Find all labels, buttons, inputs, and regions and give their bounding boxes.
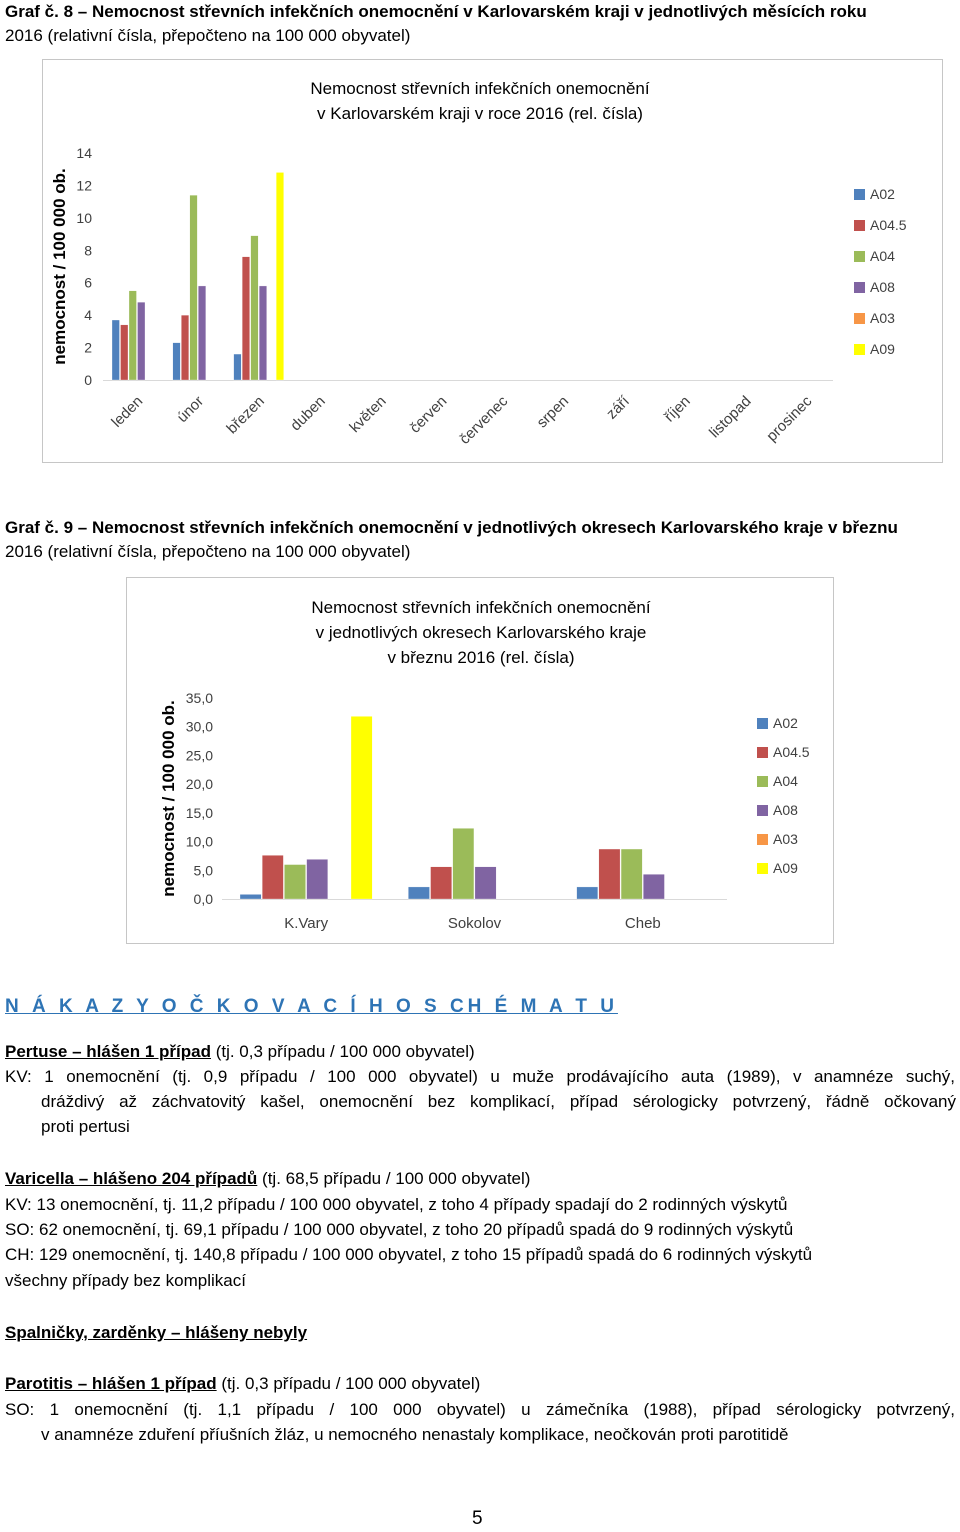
- bar-nor-a04-5: [181, 315, 189, 380]
- bar-nor-a02: [173, 343, 181, 380]
- bar-nor-a04: [190, 195, 198, 380]
- legend-swatch-a08: [854, 282, 865, 293]
- bar-leden-a04: [129, 291, 137, 380]
- legend-swatch-a04-5: [757, 747, 768, 758]
- y-tick-label-2: 4: [84, 307, 92, 324]
- legend-swatch-a03: [854, 313, 865, 324]
- chart-districts-box: [126, 577, 834, 944]
- x-tick-label-ervenec: červenec: [456, 392, 512, 448]
- legend-swatch-a04-5: [854, 220, 865, 231]
- legend-swatch-a09: [854, 344, 865, 355]
- y-tick-label-5: 25,0: [185, 747, 213, 764]
- x-tick-label-z: září: [603, 392, 633, 423]
- varicella-kv: KV: 13 onemocnění, tj. 11,2 případu / 100 000 obyvatel, z toho 4 případy spadají do 2 rodinných výskytů: [5, 1195, 788, 1214]
- legend-label-a04: A04: [773, 773, 798, 789]
- bar-cheb-a04-5: [599, 849, 620, 899]
- y-tick-label-7: 14: [76, 145, 92, 161]
- varicella-note: všechny případy bez komplikací: [5, 1271, 246, 1290]
- chart-monthly: [43, 60, 944, 464]
- legend-label-a08: A08: [870, 279, 895, 295]
- bar-cheb-a02: [577, 887, 598, 899]
- y-tick-label-2: 10,0: [185, 833, 213, 850]
- x-tick-label-kv-ten: květen: [346, 392, 390, 437]
- x-tick-label-k-vary: K.Vary: [284, 915, 329, 932]
- bar-b-ezen-a02: [234, 354, 242, 380]
- y-tick-label-6: 30,0: [185, 718, 213, 735]
- varicella-rate: (tj. 68,5 případu / 100 000 obyvatel): [262, 1169, 531, 1188]
- y-tick-label-3: 15,0: [185, 804, 213, 821]
- spalnicky-heading: [5, 1320, 307, 1345]
- legend-label-a09: A09: [773, 860, 798, 876]
- pertuse-kv-line3: proti pertusi: [41, 1117, 130, 1136]
- x-tick-label-cheb: Cheb: [624, 915, 661, 932]
- varicella-so: SO: 62 onemocnění, tj. 69,1 případu / 100 000 obyvatel, z toho 20 případů spadá do 9 rodinných výskytů: [5, 1220, 794, 1239]
- legend-label-a04: A04: [870, 248, 895, 264]
- chart-title-line-2: v Karlovarském kraji v roce 2016 (rel. čísla): [317, 104, 643, 123]
- graf8-dash: –: [77, 2, 88, 21]
- graf9-heading-text: Nemocnost střevních infekčních onemocnění v jednotlivých okresech Karlovarského kraje v březnu: [91, 518, 898, 537]
- bar-b-ezen-a09: [276, 172, 284, 380]
- page-number: 5: [472, 1508, 483, 1529]
- y-tick-label-1: 5,0: [193, 862, 213, 879]
- spalnicky-title: Spalničky, zarděnky – hlášeny nebyly: [5, 1323, 308, 1342]
- legend-swatch-a04: [757, 776, 768, 787]
- parotitis-so-line2: v anamnéze zduření příušních žláz, u nemocného nenastaly komplikace, neočkován proti parotitidě: [41, 1425, 789, 1444]
- x-tick-label-prosinec: prosinec: [763, 392, 816, 445]
- legend-label-a09: A09: [870, 341, 895, 357]
- x-tick-label-duben: duben: [287, 392, 329, 435]
- legend-swatch-a09: [757, 863, 768, 874]
- bar-k-vary-a04: [284, 865, 305, 899]
- chart-title-line-2: v jednotlivých okresech Karlovarského kraje: [315, 623, 647, 642]
- bar-sokolov-a08: [475, 867, 496, 899]
- y-tick-label-0: 0,0: [193, 891, 213, 907]
- legend-label-a04-5: A04.5: [773, 744, 810, 760]
- y-tick-label-4: 20,0: [185, 776, 213, 793]
- x-tick-label-listopad: listopad: [705, 392, 755, 442]
- y-tick-label-6: 12: [76, 177, 92, 194]
- bar-b-ezen-a08: [259, 286, 267, 380]
- y-tick-label-7: 35,0: [185, 690, 213, 706]
- graf8-label: Graf č. 8: [5, 2, 74, 21]
- bar-cheb-a04: [621, 849, 642, 899]
- bar-b-ezen-a04: [251, 236, 259, 380]
- legend-label-a04-5: A04.5: [870, 217, 907, 233]
- y-axis-title: nemocnost / 100 000 ob.: [50, 168, 69, 365]
- graf8-heading-text: Nemocnost střevních infekčních onemocnění v Karlovarském kraji v jednotlivých měsících roku: [91, 2, 867, 21]
- x-tick-label-erven: červen: [406, 392, 451, 437]
- y-tick-label-4: 8: [84, 242, 92, 259]
- varicella-title: Varicella – hlášeno 204 případů: [5, 1169, 258, 1188]
- legend-label-a03: A03: [773, 831, 798, 847]
- parotitis-title: Parotitis – hlášen 1 případ: [5, 1374, 217, 1393]
- legend-label-a03: A03: [870, 310, 895, 326]
- pertuse-title: Pertuse – hlášen 1 případ: [5, 1042, 211, 1061]
- legend-label-a08: A08: [773, 802, 798, 818]
- parotitis-rate: (tj. 0,3 případu / 100 000 obyvatel): [221, 1374, 481, 1393]
- legend-label-a02: A02: [773, 715, 798, 731]
- bar-leden-a04-5: [121, 325, 129, 380]
- bar-leden-a08: [138, 302, 146, 380]
- legend-swatch-a02: [757, 718, 768, 729]
- bar-b-ezen-a04-5: [242, 257, 250, 380]
- y-tick-label-5: 10: [76, 209, 92, 226]
- pertuse-rate: (tj. 0,3 případu / 100 000 obyvatel): [215, 1042, 475, 1061]
- x-tick-label-leden: leden: [108, 392, 147, 431]
- bar-leden-a02: [112, 320, 120, 380]
- graf9-dash: –: [77, 518, 88, 537]
- legend-swatch-a04: [854, 251, 865, 262]
- y-tick-label-1: 2: [84, 339, 92, 356]
- chart-title-line-1: Nemocnost střevních infekčních onemocnění: [311, 598, 651, 617]
- y-tick-label-0: 0: [84, 372, 92, 388]
- bar-cheb-a08: [643, 874, 664, 899]
- x-tick-label-nor: únor: [173, 392, 208, 427]
- chart-monthly-box: [42, 59, 943, 463]
- chart-title-line-3: v březnu 2016 (rel. čísla): [387, 648, 575, 667]
- bar-sokolov-a04-5: [431, 867, 452, 899]
- y-tick-label-3: 6: [84, 274, 92, 291]
- parotitis-heading: [5, 1371, 480, 1396]
- legend-swatch-a03: [757, 834, 768, 845]
- legend-swatch-a02: [854, 189, 865, 200]
- bar-k-vary-a04-5: [262, 855, 283, 899]
- bar-k-vary-a08: [307, 859, 328, 899]
- legend-swatch-a08: [757, 805, 768, 816]
- varicella-ch: CH: 129 onemocnění, tj. 140,8 případu / 100 000 obyvatel, z toho 15 případů spadá do 6 rodinných výskytů: [5, 1245, 813, 1264]
- bar-sokolov-a04: [453, 828, 474, 899]
- chart-districts: [127, 578, 835, 945]
- graf9-heading-line2: 2016 (relativní čísla, přepočteno na 100 000 obyvatel): [5, 542, 411, 561]
- x-tick-label-srpen: srpen: [533, 392, 573, 432]
- legend-label-a02: A02: [870, 186, 895, 202]
- bar-k-vary-a02: [240, 894, 261, 899]
- bar-sokolov-a02: [408, 887, 429, 899]
- bar-nor-a08: [198, 286, 206, 380]
- pertuse-kv-line1: KV: 1 onemocnění (tj. 0,9 případu / 100 000 obyvatel) u muže prodávajícího auta (1989), v anamnéze suchý,: [5, 1067, 955, 1086]
- chart-title-line-1: Nemocnost střevních infekčních onemocnění: [310, 79, 650, 98]
- graf8-heading: [5, 0, 955, 48]
- x-tick-label-b-ezen: březen: [223, 392, 268, 438]
- section-title-nakazy: N Á K A Z Y O Č K O V A C Í H O S CH É M A T U: [5, 996, 618, 1017]
- graf8-heading-line2: 2016 (relativní čísla, přepočteno na 100 000 obyvatel): [5, 26, 411, 45]
- x-tick-label-jen: říjen: [661, 392, 694, 426]
- y-axis-title: nemocnost / 100 000 ob.: [159, 700, 178, 897]
- x-tick-label-sokolov: Sokolov: [447, 915, 502, 932]
- pertuse-heading: [5, 1039, 475, 1064]
- pertuse-kv-line2: dráždivý až záchvatovitý kašel, onemocnění bez komplikací, případ sérologicky potvrzený, řádně očkovaný: [41, 1092, 956, 1111]
- varicella-heading: [5, 1166, 530, 1191]
- graf9-heading: [5, 516, 955, 564]
- bar-k-vary-a09: [351, 716, 372, 899]
- graf9-label: Graf č. 9: [5, 518, 74, 537]
- parotitis-so-line1: SO: 1 onemocnění (tj. 1,1 případu / 100 000 obyvatel) u zámečníka (1988), případ sérologicky potvrzený,: [5, 1400, 955, 1419]
